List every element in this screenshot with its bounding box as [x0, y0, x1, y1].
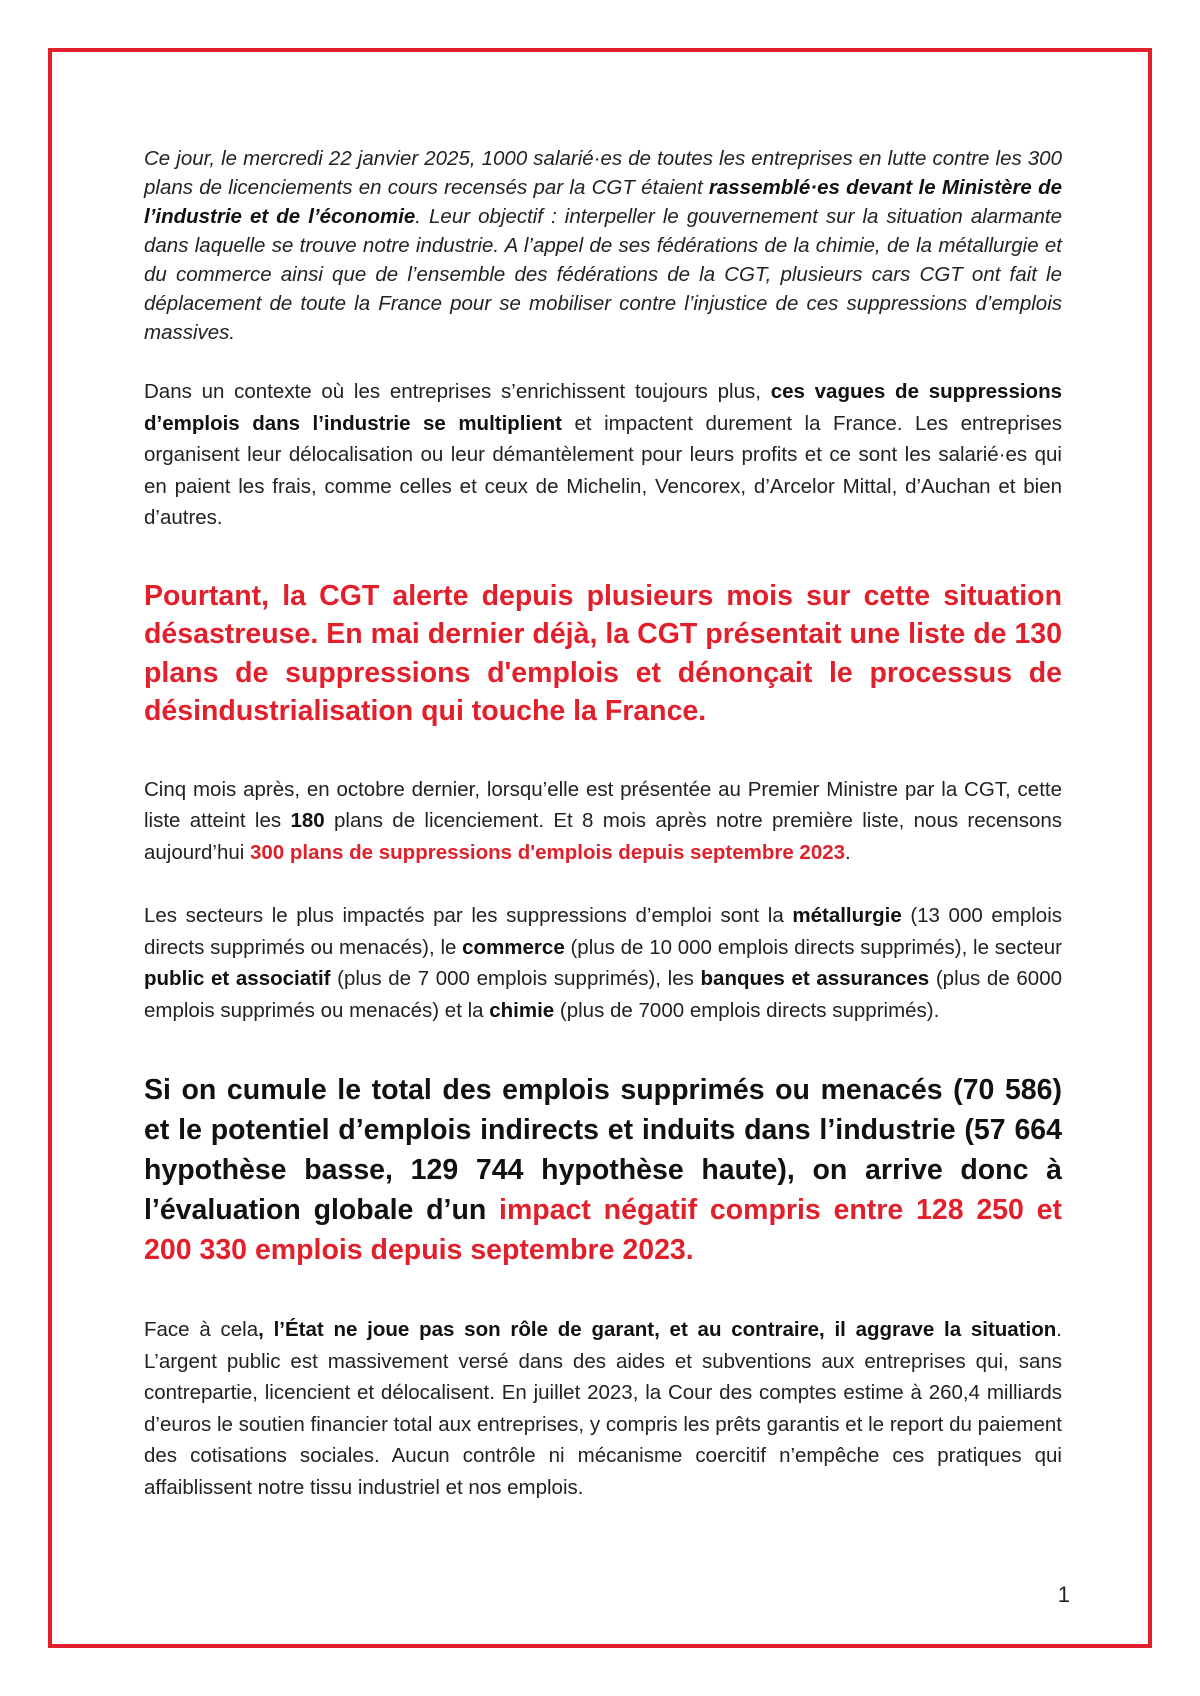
page-number: 1: [1057, 1582, 1070, 1607]
state-text-1: Face à cela: [144, 1318, 259, 1341]
intro-text-1: Ce jour, le mercredi 22 janvier 2025, 1000 salarié·es de toutes les entreprises en lutte contre les 300 plans de licenciements en cours recensés par la CGT étaient: [144, 147, 1062, 199]
state-emphasis: , l’État ne joue pas son rôle de garant, et au contraire, il aggrave la situation: [258, 1318, 1057, 1341]
context-emphasis: ces vagues de suppressions d’emplois dans l’industrie se multiplient: [144, 380, 1063, 435]
intro-text-2: . Leur objectif : interpeller le gouvernement sur la situation alarmante dans laquelle se trouve notre industrie. A l’appel de ses fédérations de la chimie, de la métallurgie et du commerce ainsi que de l’ensemble des fédérations de la CGT, plusieurs cars CGT ont fait le déplacement de toute la France pour se mobiliser contre l’injustice de ces suppressions d’emplois massives.: [144, 205, 1062, 344]
total-callout-highlight: impact négatif compris entre 128 250 et 200 330 emplois depuis septembre 2023.: [144, 1194, 1062, 1266]
total-callout: [144, 1070, 1062, 1270]
context-text-1: Dans un contexte où les entreprises s’enrichissent toujours plus,: [144, 380, 771, 403]
sectors-text-c: (13 000 emplois directs supprimés ou menacés), le: [144, 904, 1062, 959]
count-180-emphasis: 180: [290, 809, 325, 832]
sectors-paragraph: [144, 900, 1062, 1026]
document-body: [144, 144, 1062, 1503]
sector-metallurgie: métallurgie: [792, 904, 902, 927]
sector-commerce: commerce: [462, 935, 565, 959]
sector-chimie: chimie: [489, 998, 555, 1022]
sector-banques-assurances: banques et assurances: [700, 967, 930, 990]
total-callout-text: Si on cumule le total des emplois supprimés ou menacés (70 586) et le potentiel d’emplois indirects et induits dans l’industrie (57 664 hypothèse basse, 129 744 hypothèse haute), on arrive donc à l’évaluation globale d’un: [144, 1074, 1062, 1226]
alert-callout: Pourtant, la CGT alerte depuis plusieurs mois sur cette situation désastreuse. En mai dernier déjà, la CGT présentait une liste de 130 plans de suppressions d'emplois et dénonçait le processus de désindustrialisation qui touche la France.: [144, 579, 1062, 727]
sectors-text-d: (plus de 10 000 emplois directs supprimés), le secteur: [564, 935, 1062, 959]
sectors-text-g: (plus de 7000 emplois directs supprimés).: [554, 998, 940, 1022]
intro-paragraph: [144, 144, 1062, 347]
sectors-text-e: (plus de 7 000 emplois supprimés), les: [330, 967, 701, 990]
sector-public-associatif: public et associatif: [144, 967, 331, 990]
context-paragraph: [144, 376, 1062, 534]
count-text-1: Cinq mois après, en octobre dernier, lorsqu’elle est présentée au Premier Ministre par la CGT, cette liste atteint les: [144, 777, 1062, 832]
state-paragraph: [144, 1314, 1062, 1503]
sectors-text-a: Les secteurs le plus impactés par les suppressions d’emploi sont la: [144, 904, 793, 927]
count-text-3: .: [845, 840, 851, 864]
context-text-2: et impactent durement la France. Les entreprises organisent leur délocalisation ou leur démantèlement pour leurs profits et ce sont les salarié·es qui en paient les frais, comme celles et ceux de Michelin, Vencorex, d’Arcelor Mittal, d’Auchan et bien d’autres.: [144, 411, 1062, 529]
count-300-highlight: 300 plans de suppressions d'emplois depuis septembre 2023: [250, 840, 846, 864]
count-paragraph: [144, 774, 1062, 869]
intro-emphasis: rassemblé·es devant le Ministère de l’industrie et de l’économie: [144, 176, 1062, 228]
count-text-2: plans de licenciement. Et 8 mois après notre première liste, nous recensons aujourd’hui: [144, 809, 1062, 864]
sectors-text-f: (plus de 6000 emplois supprimés ou menacés) et la: [144, 967, 1062, 1022]
state-text-2: . L’argent public est massivement versé dans des aides et subventions aux entreprises qui, sans contrepartie, licencient et délocalisent. En juillet 2023, la Cour des comptes estime à 260,4 milliards d’euros le soutien financier total aux entreprises, y compris les prêts garantis et le report du paiement des cotisations sociales. Aucun contrôle ni mécanisme coercitif n’empêche ces pratiques qui affaiblissent notre tissu industriel et nos emplois.: [144, 1318, 1062, 1499]
